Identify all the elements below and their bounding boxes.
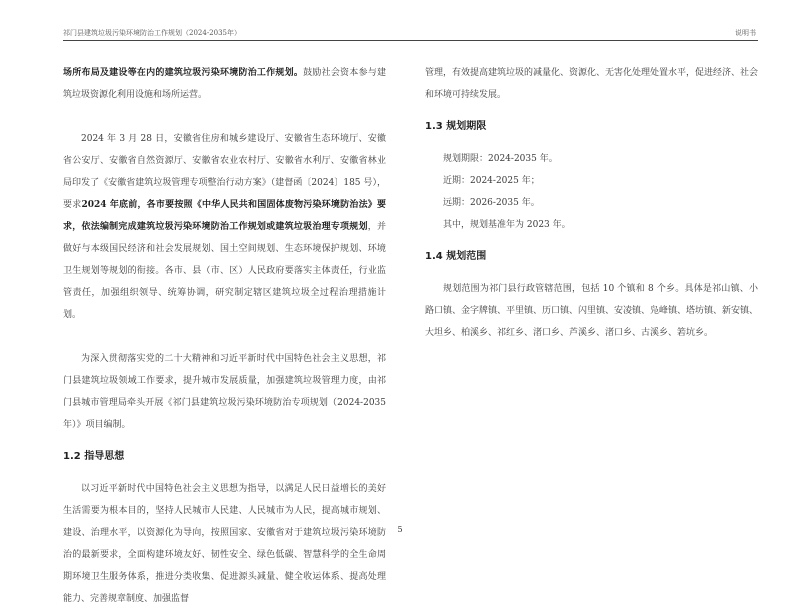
planning-period-line: 规划期限：2024-2035 年。: [443, 154, 558, 164]
paragraph-facility-layout: [63, 62, 386, 106]
right-column: [425, 62, 758, 344]
paragraph-guiding-ideology: 以习近平新时代中国特色社会主义思想为指导，以满足人民日益增长的美好生活需要为根本目的，坚持人民城市人民建、人民城市为人民，提高城市规划、建设、治理水平，以资源化为导向，按照国家、安徽省对于建筑垃圾污染环境防治的最新要求，全面构建环境友好、韧性安全、绿色低碳、智慧科学的全生命周期环境卫生服务体系，推进分类收集、促进源头减量、健全收运体系、提高处理能力、完善规章制度、加强监督: [63, 484, 386, 604]
paragraph-text: 2024 年 3 月 28 日，安徽省住房和城乡建设厅、安徽省生态环境厅、安徽省公安厅、安徽省自然资源厅、安徽省农业农村厅、安徽省水利厅、安徽省林业局印发了《安徽省建筑垃圾管理专项整治行动方案》（建督函〔2024〕185 号），要求: [63, 134, 386, 210]
paragraph-planning-scope: 规划范围为祁门县行政管辖范围，包括 10 个镇和 8 个乡。具体是祁山镇、小路口镇、金字牌镇、平里镇、历口镇、闪里镇、安凌镇、凫峰镇、塔坊镇、新安镇、大坦乡、柏溪乡、祁红乡、渚口乡、芦溪乡、渚口乡、古溪乡、箬坑乡。: [425, 284, 759, 338]
header-section: 说明书: [735, 29, 756, 37]
paragraph-project-background: 为深入贯彻落实党的二十大精神和习近平新时代中国特色社会主义思想，祁门县建筑垃圾领域工作要求，提升城市发展质量，加强建筑垃圾管理力度，由祁门县城市管理局牵头开展《祁门县建筑垃圾污染环境防治专项规划（2024-2035 年）》项目编制。: [63, 354, 386, 430]
long-term-line: 远期：2026-2035 年。: [443, 198, 540, 208]
heading-planning-scope: 1.4 规划范围: [425, 251, 487, 262]
near-term-line: 近期：2024-2025 年；: [443, 176, 540, 186]
bold-text: 2024 年底前，各市要按照《中华人民共和国固体废物污染环境防治法》要求，依法编制完成建筑垃圾污染环境防治工作规划或建筑垃圾治理专项规划: [63, 200, 386, 232]
heading-guiding-ideology: 1.2 指导思想: [63, 451, 125, 462]
paragraph-continued: 管理，有效提高建筑垃圾的减量化、资源化、无害化处理处置水平，促进经济、社会和环境可持续发展。: [425, 68, 759, 100]
page-number: 5: [397, 525, 403, 534]
header-title: 祁门县建筑垃圾污染环境防治工作规划（2024-2035年）: [63, 29, 241, 37]
bold-text: 场所布局及建设等在内的建筑垃圾污染环境防治工作规划。: [63, 68, 304, 78]
base-year-line: 其中，规划基准年为 2023 年。: [443, 220, 571, 230]
heading-planning-period: 1.3 规划期限: [425, 121, 487, 132]
paragraph-text: ，并做好与本级国民经济和社会发展规划、国土空间规划、生态环境保护规划、环境卫生规划等规划的衔接。各市、县（市、区）人民政府要落实主体责任，行业监管责任，加强组织领导、统筹协调，研究制定辖区建筑垃圾全过程治理措施计划。: [63, 222, 386, 320]
paragraph-provincial-notice: [63, 128, 386, 326]
header-divider: [63, 40, 758, 41]
paragraph-text: 鼓励社会资本参与建筑垃圾资源化利用设施和场所运营。: [63, 68, 386, 100]
